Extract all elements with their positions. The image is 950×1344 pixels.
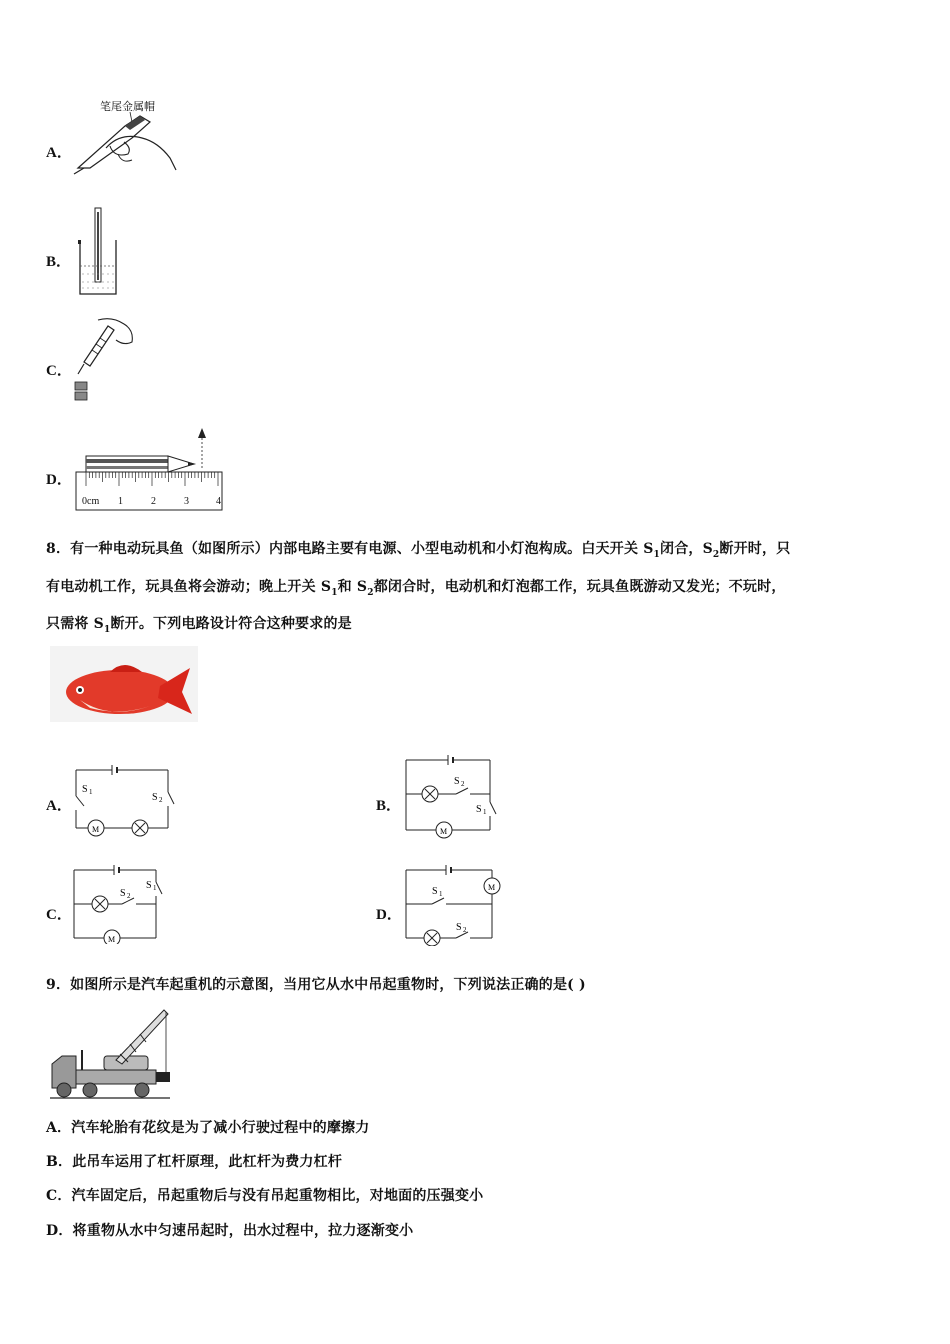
- svg-text:S: S: [120, 888, 126, 899]
- svg-text:S: S: [454, 776, 460, 787]
- q7-option-d-label[interactable]: D．: [46, 472, 72, 488]
- svg-text:M: M: [92, 825, 100, 834]
- svg-text:S: S: [432, 886, 438, 897]
- svg-text:1: 1: [153, 884, 157, 892]
- circuit-d: [402, 864, 506, 946]
- svg-text:M: M: [488, 883, 496, 892]
- svg-text:S: S: [476, 804, 482, 815]
- q7-option-a-label[interactable]: A．: [46, 145, 72, 161]
- svg-text:S: S: [146, 880, 152, 891]
- q8-option-b-label[interactable]: B．: [376, 798, 402, 814]
- q9-option-c[interactable]: C．汽车固定后，吊起重物后与没有吊起重物相比，对地面的压强变小: [46, 1188, 484, 1204]
- q8-stem-line-3: 只需将 $S_1$断开。下列电路设计符合这种要求的是: [46, 616, 352, 635]
- q9-option-b[interactable]: B．此吊车运用了杠杆原理，此杠杆为费力杠杆: [46, 1154, 343, 1170]
- ruler-tick-label-1: 1: [118, 496, 123, 507]
- pen-tester-figure: [70, 98, 180, 180]
- ruler-tick-label-0: 0cm: [82, 496, 100, 507]
- syringe-figure: [72, 316, 136, 404]
- toy-fish-image: [50, 646, 198, 722]
- pen-cap-caption: 笔尾金属帽: [100, 100, 155, 113]
- svg-text:S: S: [456, 922, 462, 933]
- ruler-tick-label-3: 3: [184, 496, 189, 507]
- q7-option-c-label[interactable]: C．: [46, 363, 72, 379]
- q9-option-d[interactable]: D．将重物从水中匀速吊起时，出水过程中，拉力逐渐变小: [46, 1223, 414, 1239]
- svg-text:2: 2: [461, 780, 465, 788]
- q8-stem-line-2: 有电动机工作，玩具鱼将会游动；晚上开关 $S_1$和 $S_2$都闭合时，电动机和灯泡都工作，玩具鱼既游动又发光；不玩时，: [46, 579, 786, 598]
- q8-option-a-label[interactable]: A．: [46, 798, 72, 814]
- crane-truck-figure: [46, 1004, 174, 1104]
- svg-text:1: 1: [89, 788, 93, 796]
- svg-text:1: 1: [439, 890, 443, 898]
- q8-option-d-label[interactable]: D．: [376, 907, 402, 923]
- ruler-pencil-figure: [74, 424, 224, 514]
- svg-text:M: M: [108, 935, 116, 944]
- thermometer-beaker-figure: [76, 206, 120, 298]
- svg-text:1: 1: [483, 808, 487, 816]
- circuit-c: [70, 864, 166, 944]
- q7-option-b-label[interactable]: B．: [46, 254, 72, 270]
- q8-option-c-label[interactable]: C．: [46, 907, 72, 923]
- svg-text:2: 2: [463, 926, 467, 934]
- svg-text:S: S: [82, 784, 88, 795]
- circuit-a: [72, 762, 176, 840]
- circuit-b: [402, 754, 502, 840]
- svg-text:M: M: [440, 827, 448, 836]
- ruler-tick-label-2: 2: [151, 496, 156, 507]
- q9-stem: 9．如图所示是汽车起重机的示意图，当用它从水中吊起重物时，下列说法正确的是( ): [46, 977, 586, 993]
- svg-text:S: S: [152, 792, 158, 803]
- svg-text:2: 2: [127, 892, 131, 900]
- q8-stem-line-1: 8．有一种电动玩具鱼（如图所示）内部电路主要有电源、小型电动机和小灯泡构成。白天开关 $S_1$闭合，$S_2$断开时，只: [46, 541, 791, 560]
- svg-text:2: 2: [159, 796, 163, 804]
- q9-option-a[interactable]: A．汽车轮胎有花纹是为了减小行驶过程中的摩擦力: [46, 1120, 370, 1136]
- ruler-tick-label-4: 4: [216, 496, 221, 507]
